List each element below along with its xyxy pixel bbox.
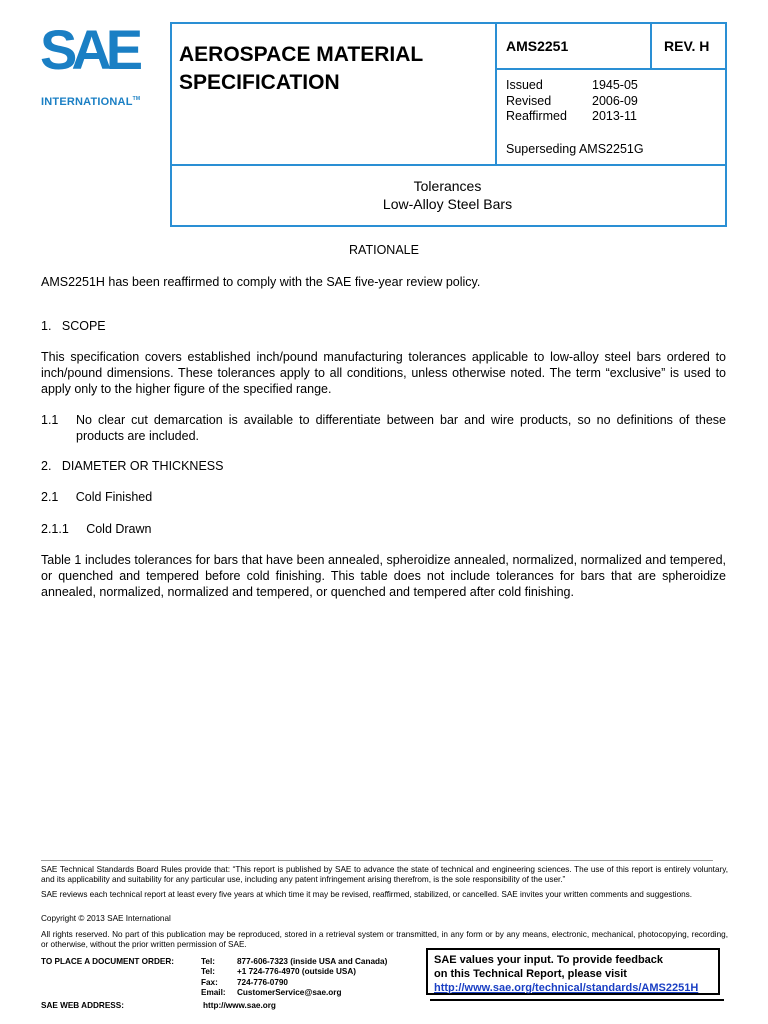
section-2-heading: 2. DIAMETER OR THICKNESS xyxy=(41,459,224,473)
section-2-1-1-text: Table 1 includes tolerances for bars that have been annealed, spheroidize annealed, normalized, normalized and tempered, or quenched and tempered before cold finishing. This table does not include tolerances for bars that are spheroidize annealed, normalized, normalized and tempered, or quenched and tempered after cold finishing. xyxy=(41,553,726,599)
sae-logo xyxy=(40,18,150,108)
logo-mark: SAE xyxy=(40,18,138,81)
document-title: Tolerances Low-Alloy Steel Bars xyxy=(382,178,513,212)
revision-label: REV. H xyxy=(664,38,710,54)
section-2-1-1-heading: 2.1.1 Cold Drawn xyxy=(41,522,152,536)
document-header xyxy=(170,22,727,228)
feedback-link[interactable]: http://www.sae.org/technical/standards/AMS2251H xyxy=(434,982,699,994)
email-address: CustomerService@sae.org xyxy=(237,987,342,997)
footer-review-text: SAE reviews each technical report at least every five years at which time it may be revised, reaffirmed, stabilized, or cancelled. SAE invites your written comments and suggestions. xyxy=(41,890,693,899)
web-address: http://www.sae.org xyxy=(203,1000,276,1010)
rationale-text: AMS2251H has been reaffirmed to comply with the SAE five-year review policy. xyxy=(41,275,481,289)
phone-outside-usa: +1 724-776-4970 (outside USA) xyxy=(237,967,356,977)
fax-number: 724-776-0790 xyxy=(237,977,288,987)
section-1-text: This specification covers established inch/pound manufacturing tolerances applicable to low-alloy steel bars ordered to inch/pound dimensions. These tolerances apply to all conditions, unless otherwise noted. The term “exclusive” is used to apply only to the higher figure of the specified range. xyxy=(41,350,726,396)
document-number: AMS2251 xyxy=(506,38,569,54)
logo-subtitle: INTERNATIONAL™ xyxy=(41,96,141,108)
document-type: AEROSPACE MATERIAL SPECIFICATION xyxy=(179,43,424,94)
footer-copyright: Copyright © 2013 SAE International xyxy=(41,914,171,923)
date-table: Issued 1945-05 Revised 2006-09 Reaffirmed 2013-11 xyxy=(506,78,638,123)
section-1-heading: 1. SCOPE xyxy=(41,319,106,333)
footer-rules-text: SAE Technical Standards Board Rules provide that: “This report is published by SAE to advance the state of technical and engineering sciences. The use of this report is entirely voluntary, and its applicability and suitability for any particular use, including any patent infringement arising therefrom, is the sole responsibility of the user.” xyxy=(41,865,728,884)
phone-inside-usa: 877-606-7323 (inside USA and Canada) xyxy=(237,957,388,966)
footer-rule xyxy=(41,860,713,861)
superseding-note: Superseding AMS2251G xyxy=(506,142,644,156)
feedback-box: SAE values your input. To provide feedback on this Technical Report, please visit http://www.sae.org/technical/standards/AMS2251H xyxy=(426,948,720,995)
section-2-1-heading: 2.1 Cold Finished xyxy=(41,490,153,504)
section-1-1: 1.1 No clear cut demarcation is available to differentiate between bar and wire products, so no definitions of these products are included. xyxy=(41,413,726,443)
rationale-heading: RATIONALE xyxy=(349,243,419,257)
footer-rights-text: All rights reserved. No part of this publication may be reproduced, stored in a retrieval system or transmitted, in any form or by any means, electronic, mechanical, photocopying, recording, or otherwise, without the prior written permission of SAE. xyxy=(41,930,728,949)
